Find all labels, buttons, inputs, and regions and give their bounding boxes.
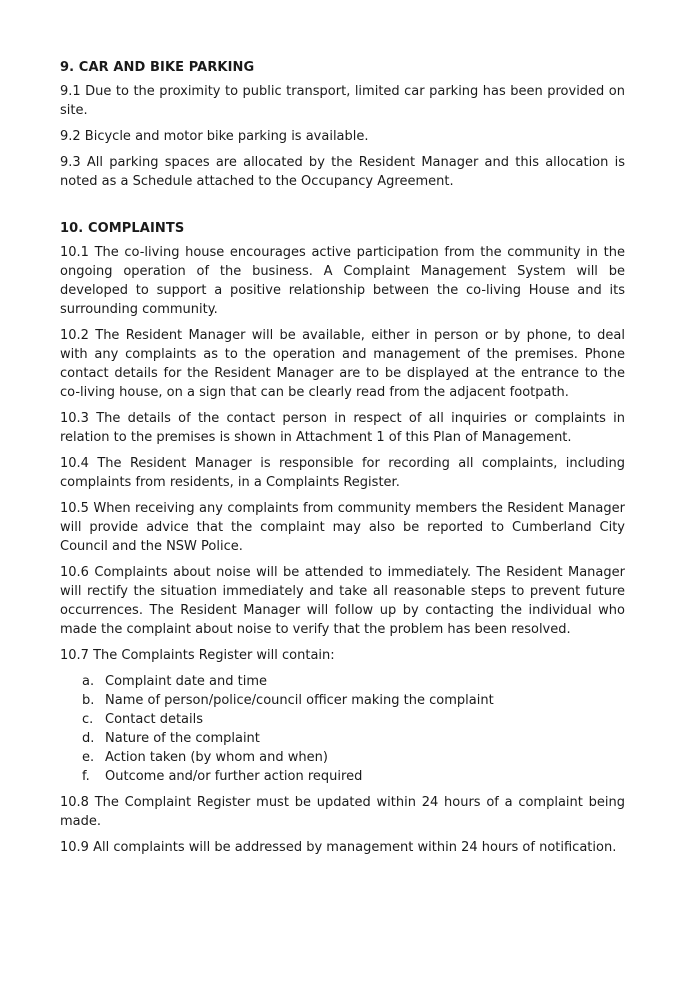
list-marker: c. <box>82 712 94 727</box>
paragraph-10-2: 10.2 The Resident Manager will be available, either in person or by phone, to deal with any complaints as to the operation and management of the premises. Phone contact details for the Resident Manager are to be displayed at the entrance to the co-living house, on a sign that can be clearly read from the adjacent footpath. <box>60 328 625 400</box>
paragraph-10-4: 10.4 The Resident Manager is responsible for recording all complaints, including complaints from residents, in a Complaints Register. <box>60 456 625 490</box>
section-spacer <box>60 198 625 220</box>
list-marker: f. <box>82 769 90 784</box>
complaints-register-contents-list <box>60 672 625 786</box>
paragraph-10-9: 10.9 All complaints will be addressed by management within 24 hours of notification. <box>60 840 617 855</box>
list-item-text: Action taken (by whom and when) <box>105 750 328 765</box>
paragraph-10-3: 10.3 The details of the contact person in respect of all inquiries or complaints in relation to the premises is shown in Attachment 1 of this Plan of Management. <box>60 411 625 445</box>
paragraph-10-5: 10.5 When receiving any complaints from community members the Resident Manager will provide advice that the complaint may also be reported to Cumberland City Council and the NSW Police. <box>60 501 625 554</box>
list-item-text: Complaint date and time <box>105 674 268 689</box>
list-marker: a. <box>82 674 95 689</box>
list-marker: b. <box>82 693 95 708</box>
section-car-and-bike-parking <box>60 59 625 191</box>
paragraph-9-2: 9.2 Bicycle and motor bike parking is available. <box>60 129 369 144</box>
list-item <box>82 729 625 748</box>
list-item-text: Nature of the complaint <box>105 731 260 746</box>
section-complaints <box>60 220 625 857</box>
list-marker: d. <box>82 731 95 746</box>
list-item <box>82 691 625 710</box>
list-marker: e. <box>82 750 95 765</box>
section-heading: 10. COMPLAINTS <box>60 221 185 236</box>
paragraph-10-1: 10.1 The co-living house encourages active participation from the community in the ongoing operation of the business. A Complaint Management System will be developed to support a positive relationship between the co-living House and its surrounding community. <box>60 245 625 317</box>
paragraph-9-1: 9.1 Due to the proximity to public transport, limited car parking has been provided on site. <box>60 84 625 118</box>
list-item <box>82 710 625 729</box>
section-heading: 9. CAR AND BIKE PARKING <box>60 60 255 75</box>
list-item <box>82 748 625 767</box>
paragraph-10-8: 10.8 The Complaint Register must be updated within 24 hours of a complaint being made. <box>60 795 625 829</box>
list-item-text: Contact details <box>105 712 204 727</box>
list-item <box>82 767 625 786</box>
paragraph-9-3: 9.3 All parking spaces are allocated by the Resident Manager and this allocation is noted as a Schedule attached to the Occupancy Agreement. <box>60 155 625 189</box>
list-item-text: Outcome and/or further action required <box>105 769 363 784</box>
list-item <box>82 672 625 691</box>
paragraph-10-7: 10.7 The Complaints Register will contain: <box>60 648 335 663</box>
list-item-text: Name of person/police/council officer making the complaint <box>105 693 494 708</box>
paragraph-10-6: 10.6 Complaints about noise will be attended to immediately. The Resident Manager will rectify the situation immediately and take all reasonable steps to prevent future occurrences. The Resident Manager will follow up by contacting the individual who made the complaint about noise to verify that the problem has been resolved. <box>60 565 625 637</box>
